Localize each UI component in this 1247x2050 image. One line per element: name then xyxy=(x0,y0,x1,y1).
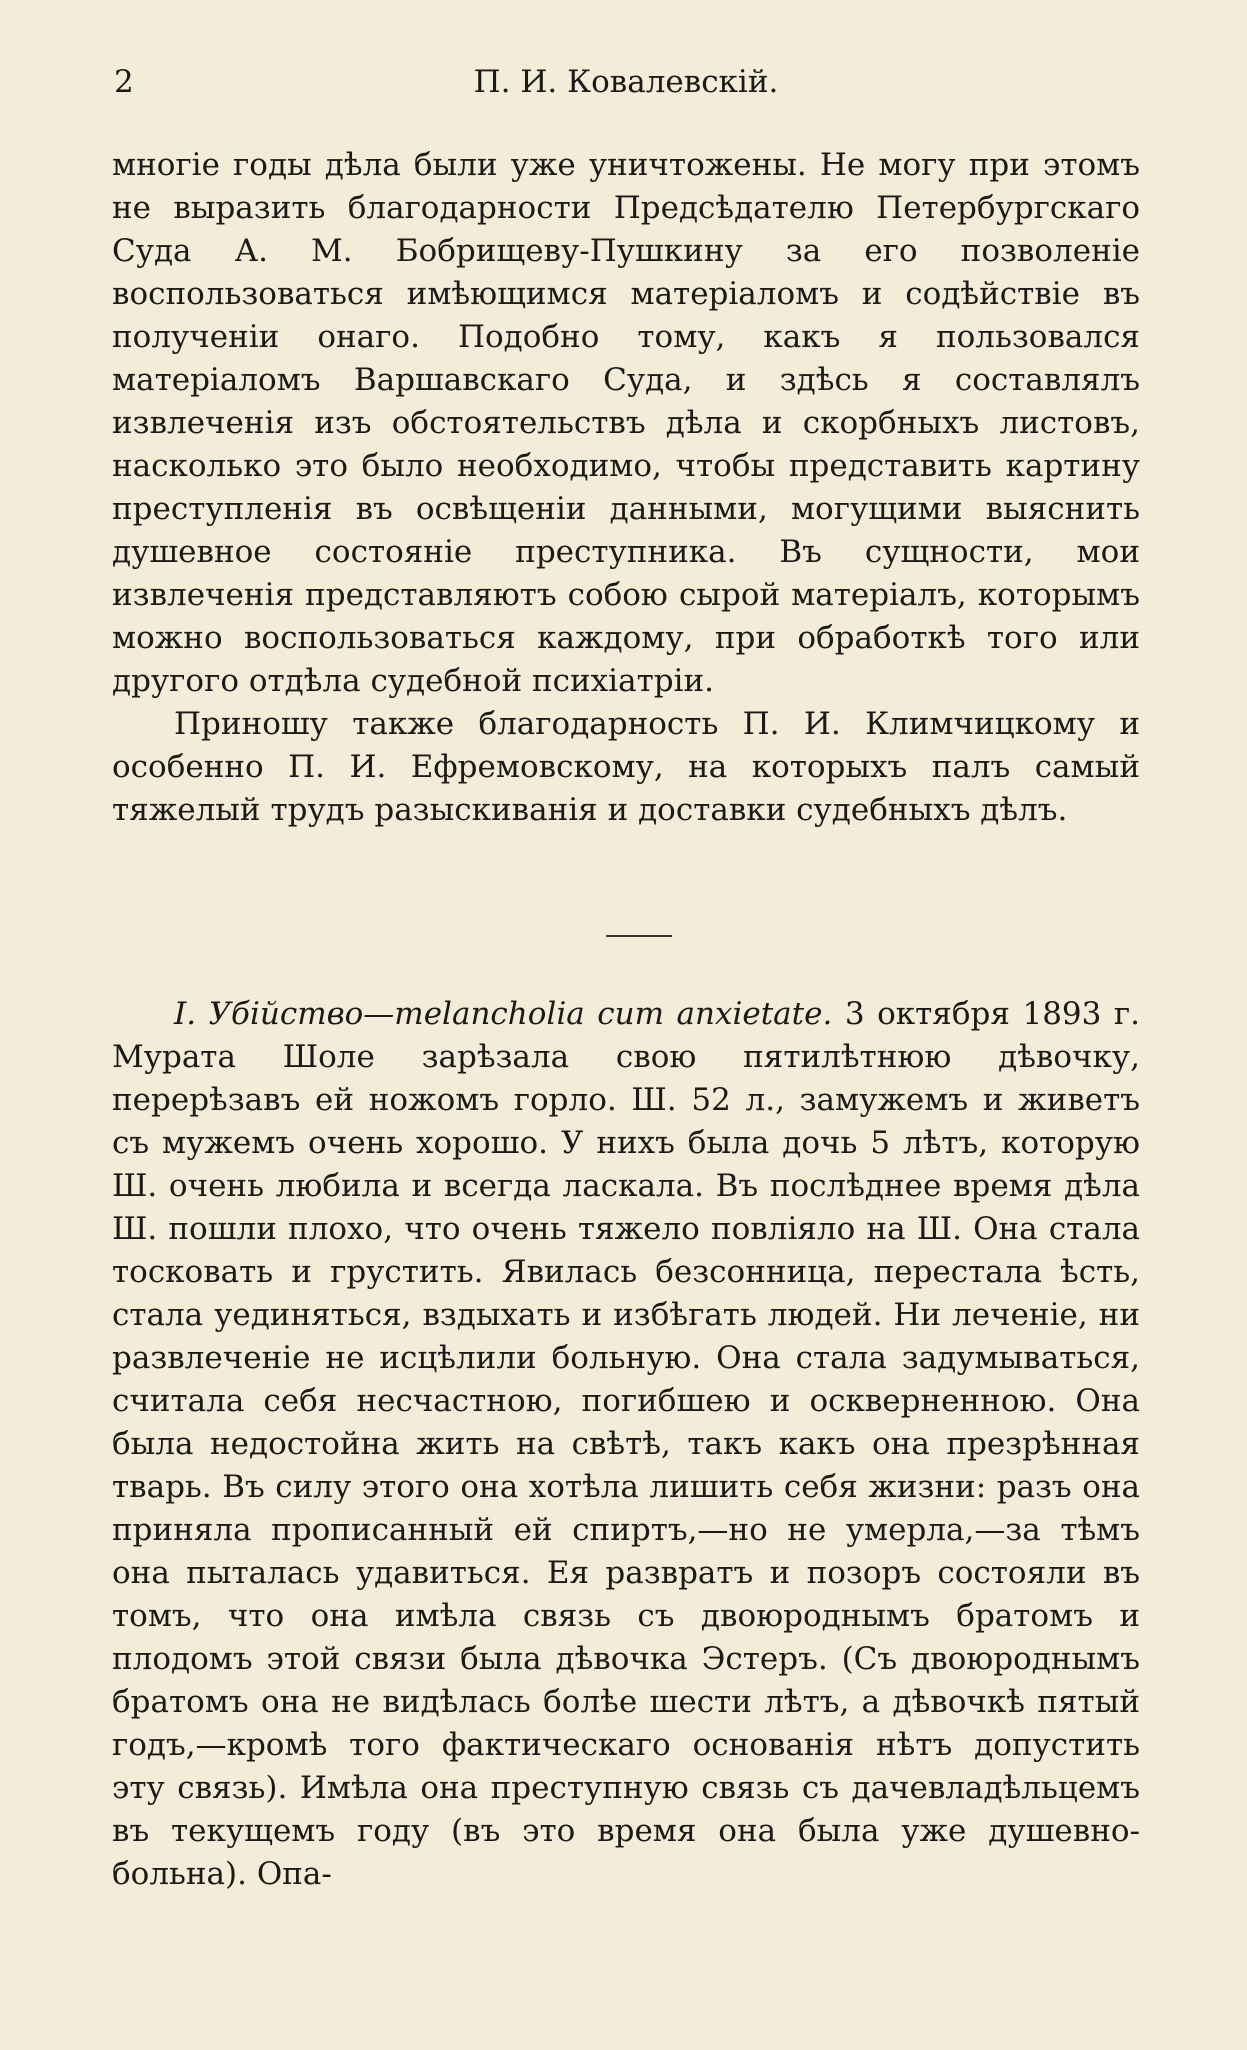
case-paragraph xyxy=(112,993,1140,1896)
section-divider xyxy=(606,935,672,937)
page-number: 2 xyxy=(114,64,134,100)
acknowledgement-paragraph: Приношу также благодарность П. И. Климчицкому и особенно П. И. Ефремовскому, на которыхъ палъ самый тяжелый трудъ разыскиванія и доставки судебныхъ дѣлъ. xyxy=(112,706,1140,828)
intro-text xyxy=(112,144,1140,832)
case-text: 3 октября 1893 г. Мурата Шоле зарѣзала свою пятилѣтнюю дѣвочку, перерѣзавъ ей ножомъ горло. Ш. 52 л., замужемъ и живетъ съ мужемъ очень хорошо. У нихъ была дочь 5 лѣтъ, которую Ш. очень любила и всегда ласкала. Въ послѣднее время дѣла Ш. пошли плохо, что очень тяжело повліяло на Ш. Она стала тосковать и грустить. Явилась безсонница, перестала ѣсть, стала уединяться, вздыхать и избѣгать людей. Ни леченіе, ни развлеченіе не исцѣлили больную. Она стала задумываться, считала себя несчастною, погибшею и оскверненною. Она была недостойна жить на свѣтѣ, такъ какъ она презрѣнная тварь. Въ силу этого она хотѣла лишить себя жизни: разъ она приняла прописанный ей спиртъ,—но не умерла,—за тѣмъ она пыталась удавиться. Ея развратъ и позоръ состояли въ томъ, что она имѣла связь съ двоюроднымъ братомъ и плодомъ этой связи была дѣвочка Эстеръ. (Съ двоюроднымъ братомъ она не видѣлась болѣе шести лѣтъ, а дѣвочкѣ пятый годъ,—кромѣ того фактическаго основанія нѣтъ допустить эту связь). Имѣла она преступную связь съ дачевладѣльцемъ въ текущемъ году (въ это время она была уже душевно-больна). Опа- xyxy=(112,996,1140,1892)
case-title: I. Убійство—melancholia cum anxietate. xyxy=(174,996,833,1032)
page-header xyxy=(112,60,1140,104)
intro-paragraph: многіе годы дѣла были уже уничтожены. Не могу при этомъ не выразить благодарности Предсѣдателю Петербургскаго Суда А. М. Бобрищеву-Пушкину за его позволеніе воспользоваться имѣющимся матеріаломъ и содѣйствіе въ полученіи онаго. Подобно тому, какъ я пользовался матеріаломъ Варшавскаго Суда, и здѣсь я составлялъ извлеченія изъ обстоятельствъ дѣла и скорбныхъ листовъ, насколько это было необходимо, чтобы представить картину преступленія въ освѣщеніи данными, могущими выяснить душевное состояніе преступника. Въ сущности, мои извлеченія представляютъ собою сырой матеріалъ, которымъ можно воспользоваться каждому, при обработкѣ того или другого отдѣла судебной психіатріи. xyxy=(112,147,1140,699)
running-title: П. И. Ковалевскій. xyxy=(473,64,779,100)
